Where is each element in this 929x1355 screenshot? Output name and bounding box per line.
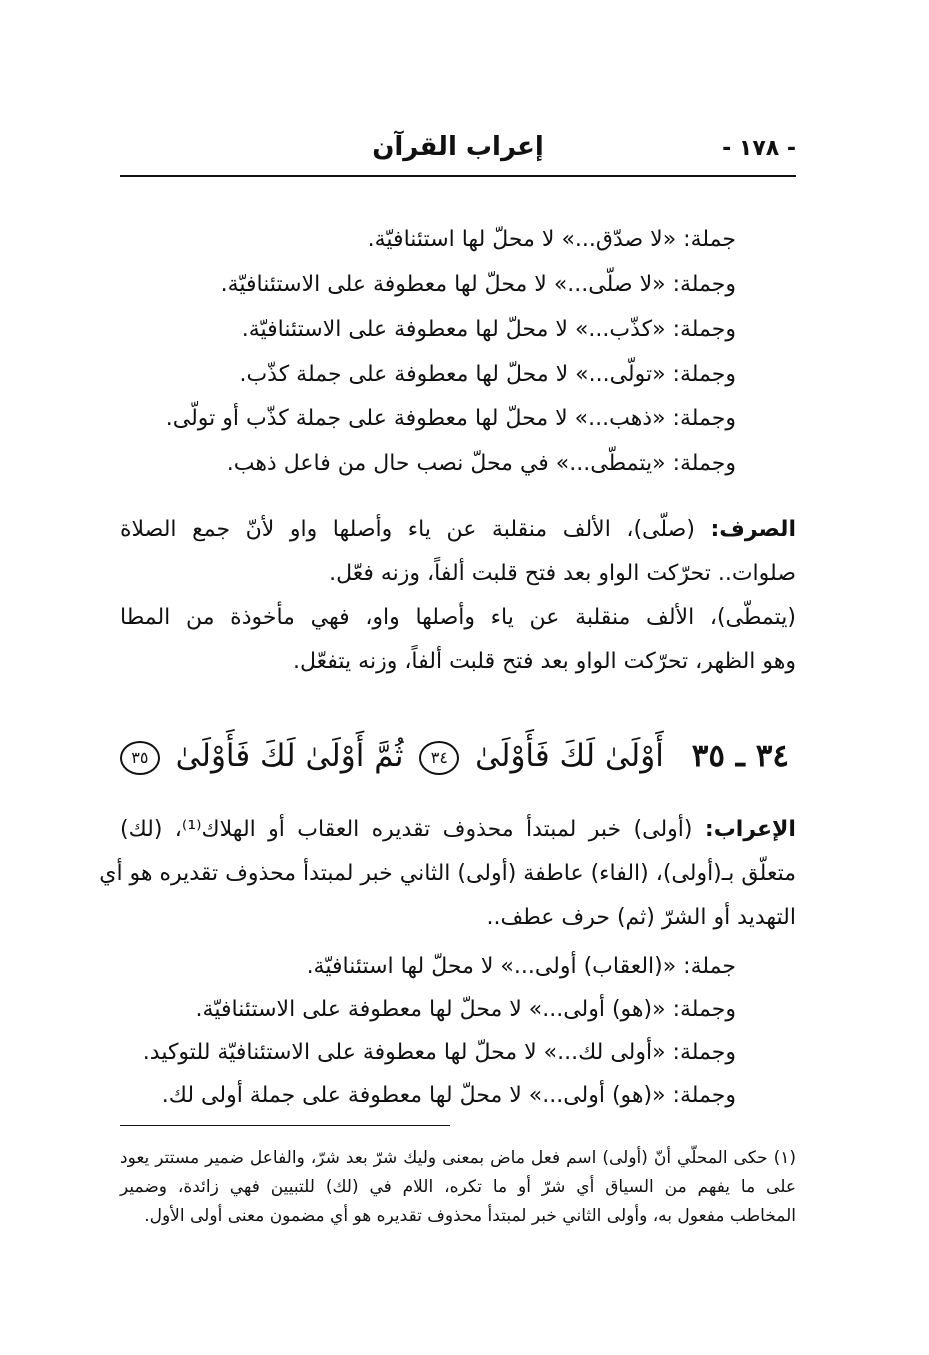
footnote-line: على ما يفهم من السياق أي شرّ أو ما تكره، اللام في (لك) للتبيين فهي زائدة، وضمير [120,1177,796,1197]
analysis-line: وجملة: «كذّب...» لا محلّ لها معطوفة على الاستئنافيّة. [241,317,736,342]
footnote-divider [120,1125,450,1126]
footnote-line: (١) حكى المحلّي أنّ (أولى) اسم فعل ماض بمعنى وليك شرّ بعد شرّ، والفاعل ضمير مستتر يعود [120,1148,796,1168]
sarf-text: (صلّى)، الألف منقلبة عن ياء وأصلها واو لأنّ جمع الصلاة [120,517,695,542]
irab-text: متعلّق بـ(أولى)، (الفاء) عاطفة (أولى) الثاني خبر لمبتدأ محذوف تقديره هو أي [99,861,796,886]
analysis-line: جملة: «(العقاب) أولى...» لا محلّ لها استئنافيّة. [306,954,736,979]
irab-text: (أولى) خبر لمبتدأ محذوف تقديره العقاب أو الهلاك⁽¹⁾، (لك) [120,817,693,842]
analysis-line: وجملة: «يتمطّى...» في محلّ نصب حال من فاعل ذهب. [226,451,736,476]
quran-verse [114,738,789,775]
verse-text: أَوْلَىٰ لَكَ فَأَوْلَىٰ [475,738,664,774]
analysis-line: وجملة: «لا صلّى...» لا محلّ لها معطوفة على الاستئنافيّة. [220,272,736,297]
verse-text: ثُمَّ أَوْلَىٰ لَكَ فَأَوْلَىٰ [175,738,404,774]
sarf-text: وهو الظهر، تحرّكت الواو بعد فتح قلبت ألفاً، وزنه يتفعّل. [293,649,796,674]
page-number: - ١٧٨ - [722,136,796,161]
analysis-line: وجملة: «ذهب...» لا محلّ لها معطوفة على جملة كذّب أو تولّى. [165,406,736,431]
analysis-line: وجملة: «(هو) أولى...» لا محلّ لها معطوفة على جملة أولى لك. [161,1083,736,1108]
footnote-line: المخاطب مفعول به، وأولى الثاني خبر لمبتدأ محذوف تقديره هو أي مضمون معنى أولى الأول. [144,1206,796,1226]
irab-paragraph [99,808,796,940]
ayah-end-mark: ٣٥ [120,741,160,775]
verse-number: ٣٤ ـ ٣٥ [691,738,789,774]
page-header [120,126,796,174]
ayah-end-mark: ٣٤ [419,741,459,775]
analysis-line: جملة: «لا صدّق...» لا محلّ لها استئنافيّة. [367,227,736,252]
irab-text: التهديد أو الشرّ (ثم) حرف عطف.. [486,905,796,930]
sarf-text: (يتمطّى)، الألف منقلبة عن ياء وأصلها واو، فهي مأخوذة من المطا [120,605,796,630]
irab-label: الإعراب: [704,817,796,842]
footnote [120,1144,796,1231]
sarf-text: صلوات.. تحرّكت الواو بعد فتح قلبت ألفاً، وزنه فعّل. [329,561,796,586]
sarf-label: الصرف: [710,517,796,542]
analysis-line: وجملة: «(هو) أولى...» لا محلّ لها معطوفة على الاستئنافيّة. [195,997,736,1022]
running-title: إعراب القرآن [372,132,544,162]
header-divider [120,175,796,177]
analysis-line: وجملة: «تولّى...» لا محلّ لها معطوفة على جملة كذّب. [239,362,736,387]
analysis-line: وجملة: «أولى لك...» لا محلّ لها معطوفة على الاستئنافيّة للتوكيد. [142,1040,736,1065]
sarf-paragraph [120,508,796,684]
